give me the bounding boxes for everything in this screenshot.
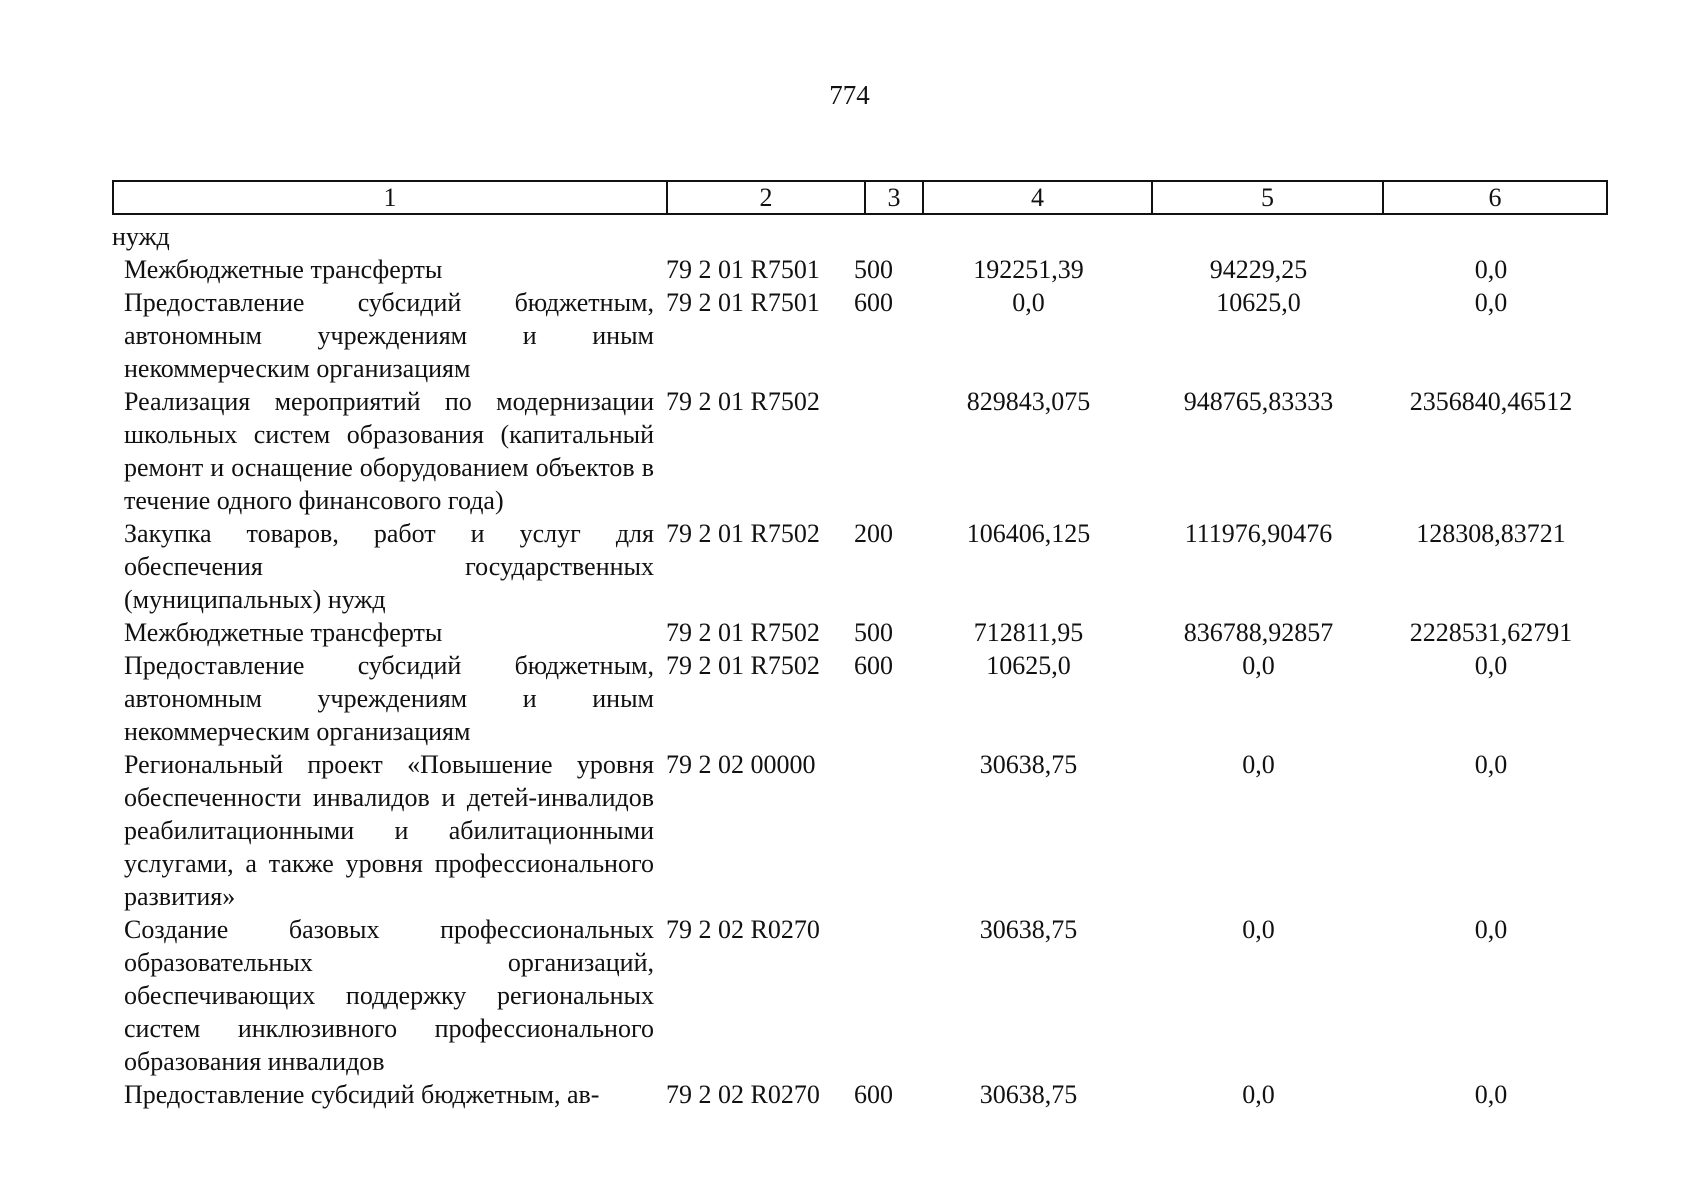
table-row	[112, 517, 1608, 616]
row-code: 79 2 02 00000	[666, 750, 816, 779]
row-value-5: 94229,25	[1209, 255, 1308, 284]
header-col-4: 4	[924, 182, 1153, 213]
table-row	[112, 913, 1608, 1078]
header-col-5: 5	[1153, 182, 1384, 213]
row-type: 600	[854, 651, 893, 680]
table-row	[112, 286, 1608, 385]
row-type	[854, 385, 914, 517]
row-value-5: 948765,83333	[1183, 387, 1334, 416]
row-value-6: 0,0	[1474, 651, 1508, 680]
table-row	[112, 748, 1608, 913]
row-code: 79 2 01 R7502	[666, 651, 820, 680]
row-name: Межбюджетные трансферты	[124, 255, 443, 284]
row-value-5: 0,0	[1242, 915, 1275, 944]
row-type: 200	[854, 519, 893, 548]
row-name: Предоставление субсидий бюджетным, автономным учреждениям и иным некоммерческим организациям	[124, 288, 654, 383]
row-name: Региональный проект «Повышение уровня обеспеченности инвалидов и детей-инвалидов реабилитационными и абилитационными услугами, а также уровня профессионального развития»	[124, 750, 654, 911]
row-value-5: 0,0	[1242, 651, 1275, 680]
table-row	[112, 253, 1608, 286]
table-body	[112, 220, 1608, 1111]
header-col-2: 2	[668, 182, 866, 213]
row-code: 79 2 02 R0270	[666, 915, 820, 944]
row-type	[854, 913, 914, 1078]
row-type: 500	[854, 618, 893, 647]
row-type	[854, 748, 914, 913]
row-value-4: 192251,39	[973, 255, 1084, 284]
row-value-6: 0,0	[1474, 1080, 1508, 1109]
row-value-4: 829843,075	[966, 387, 1091, 416]
page-number: 774	[829, 80, 870, 110]
row-value-6: 0,0	[1474, 255, 1508, 284]
row-code: 79 2 01 R7502	[666, 618, 820, 647]
row-value-5: 111976,90476	[1184, 519, 1333, 548]
header-col-3: 3	[866, 182, 924, 213]
row-value-4: 10625,0	[986, 651, 1071, 680]
row-name: Создание базовых профессиональных образовательных организаций, обеспечивающих поддержку региональных систем инклюзивного профессионального образования инвалидов	[124, 915, 654, 1076]
row-value-4: 712811,95	[973, 618, 1084, 647]
row-name: Предоставление субсидий бюджетным, автономным учреждениям и иным некоммерческим организациям	[124, 651, 654, 746]
row-name: Реализация мероприятий по модернизации школьных систем образования (капитальный ремонт и оснащение оборудованием объектов в течение одного финансового года)	[124, 387, 654, 515]
table-row	[112, 385, 1608, 517]
row-value-5: 0,0	[1242, 750, 1275, 779]
row-value-4: 0,0	[1012, 288, 1045, 317]
row-value-6: 0,0	[1474, 750, 1508, 779]
table-row	[112, 616, 1608, 649]
row-value-6: 0,0	[1474, 915, 1508, 944]
row-value-6: 2356840,46512	[1409, 387, 1573, 416]
header-col-6: 6	[1488, 183, 1502, 212]
row-type: 600	[854, 1080, 893, 1109]
row-type: 600	[854, 288, 893, 317]
row-code: 79 2 01 R7502	[666, 519, 820, 548]
row-code: 79 2 01 R7501	[666, 288, 820, 317]
row-value-4: 30638,75	[979, 750, 1078, 779]
row-name: Предоставление субсидий бюджетным, ав-	[124, 1080, 600, 1109]
row-value-5: 10625,0	[1216, 288, 1301, 317]
row-type: 500	[854, 255, 893, 284]
row-value-5: 0,0	[1242, 1080, 1275, 1109]
table-header	[112, 180, 1608, 215]
row-value-4: 106406,125	[966, 519, 1091, 548]
table-row	[112, 1078, 1608, 1111]
row-name: Закупка товаров, работ и услуг для обеспечения государственных (муниципальных) нужд	[124, 519, 654, 614]
header-col-1: 1	[114, 182, 668, 213]
row-name: Межбюджетные трансферты	[124, 618, 443, 647]
row-value-5: 836788,92857	[1183, 618, 1334, 647]
row-value-4: 30638,75	[979, 1080, 1078, 1109]
row-code: 79 2 01 R7501	[666, 255, 820, 284]
continued-text: нужд	[112, 222, 170, 251]
row-value-6: 128308,83721	[1416, 519, 1566, 548]
row-value-6: 0,0	[1474, 288, 1508, 317]
row-code: 79 2 02 R0270	[666, 1080, 820, 1109]
row-code: 79 2 01 R7502	[666, 387, 820, 416]
table-row	[112, 649, 1608, 748]
row-value-6: 2228531,62791	[1409, 618, 1573, 647]
row-value-4: 30638,75	[979, 915, 1078, 944]
